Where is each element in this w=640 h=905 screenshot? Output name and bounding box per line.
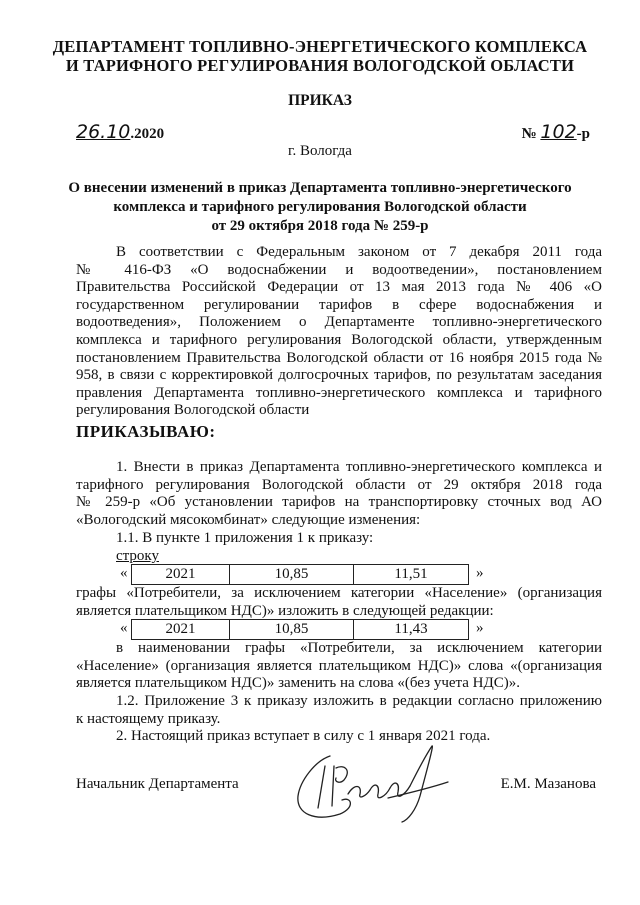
- table-cell-value2: 11,51: [354, 565, 469, 585]
- document-date: [76, 121, 164, 143]
- preamble-line: № 416-ФЗ «О водоснабжении и водоотведении», постановлением: [76, 261, 602, 278]
- number-suffix: -р: [576, 126, 590, 142]
- rename-text: [76, 640, 602, 693]
- old-row-table: [131, 564, 469, 585]
- open-quote: «: [120, 620, 128, 636]
- rename-text-line: в наименовании графы «Потребители, за исключением категории: [116, 640, 602, 656]
- item-1-1: 1.1. В пункте 1 приложения 1 к приказу:: [116, 530, 374, 546]
- signatory-name: Е.М. Мазанова: [500, 776, 596, 792]
- document-type: ПРИКАЗ: [288, 92, 352, 109]
- new-row-table: [131, 619, 469, 640]
- table-cell-year: 2021: [132, 565, 230, 585]
- item-2: 2. Настоящий приказ вступает в силу с 1 января 2021 года.: [116, 728, 491, 744]
- signatory-title: Начальник Департамента: [76, 776, 239, 792]
- rename-text-line: «Население» (организация является плательщиком НДС)» слова «(организация: [76, 657, 602, 674]
- item-1-line: 1. Внести в приказ Департамента топливно-энергетического комплекса и: [116, 459, 602, 475]
- handwritten-signature-icon: [270, 736, 460, 826]
- preamble-line: регулирования Вологодской области: [76, 402, 310, 419]
- department-name: [40, 37, 600, 75]
- date-year: .2020: [130, 126, 165, 142]
- replace-text: [76, 585, 602, 620]
- document-number: [522, 121, 590, 143]
- order-word: ПРИКАЗЫВАЮ:: [76, 422, 216, 441]
- close-quote: »: [476, 565, 484, 581]
- replace-text-line: графы «Потребители, за исключением категории «Население» (организация: [76, 585, 602, 601]
- department-name-line2: И ТАРИФНОГО РЕГУЛИРОВАНИЯ ВОЛОГОДСКОЙ ОБЛАСТИ: [65, 56, 575, 75]
- table-row: [132, 565, 469, 585]
- item-1-2: [76, 693, 602, 728]
- rename-text-line: является плательщиком НДС)» заменить на слова «(без учета НДС)».: [76, 675, 520, 692]
- item-1-2-line: к настоящему приказу.: [76, 710, 221, 727]
- preamble: [76, 244, 602, 420]
- table-row: [132, 620, 469, 640]
- replace-text-line: является плательщиком НДС)» изложить в следующей редакции:: [76, 602, 494, 619]
- preamble-line: В соответствии с Федеральным законом от 7 декабря 2011 года: [116, 244, 602, 260]
- preamble-line: постановлением Правительства Вологодской области от 16 ноября 2015 года №: [76, 349, 602, 366]
- date-handwritten: 26.10: [76, 121, 131, 143]
- preamble-line: комплекса и тарифного регулирования Вологодской области, утвержденным: [76, 331, 602, 348]
- number-prefix: №: [521, 126, 537, 142]
- item-1-line: тарифного регулирования Вологодской области от 29 октября 2018 года: [76, 476, 602, 493]
- subject-line3: от 29 октября 2018 года № 259-р: [211, 218, 429, 234]
- preamble-line: водоотведения», Положением о Департаменте топливно-энергетического: [76, 314, 602, 331]
- department-name-line1: ДЕПАРТАМЕНТ ТОПЛИВНО-ЭНЕРГЕТИЧЕСКОГО КОМПЛЕКСА: [52, 37, 588, 56]
- open-quote: «: [120, 565, 128, 581]
- subject-line1: О внесении изменений в приказ Департамента топливно-энергетического: [68, 180, 572, 196]
- preamble-line: государственном регулировании тарифов в сфере водоснабжения и: [76, 296, 602, 313]
- preamble-line: правления Департамента топливно-энергетического комплекса и тарифного: [76, 384, 602, 401]
- document-subject: [60, 179, 580, 236]
- item-1-line: № 259-р «Об установлении тарифов на транспортировку сточных вод АО: [76, 494, 602, 511]
- table-cell-value1: 10,85: [230, 565, 354, 585]
- preamble-line: Правительства Российской Федерации от 13 мая 2013 года № 406 «О: [76, 279, 602, 296]
- number-handwritten: 102: [540, 121, 577, 143]
- item-1: [76, 459, 602, 529]
- table-cell-year: 2021: [132, 620, 230, 640]
- table-cell-value2: 11,43: [354, 620, 469, 640]
- item-1-2-line: 1.2. Приложение 3 к приказу изложить в редакции согласно приложению: [116, 693, 602, 709]
- city: г. Вологда: [288, 143, 352, 159]
- row-word: строку: [116, 548, 159, 564]
- subject-line2: комплекса и тарифного регулирования Вологодской области: [113, 199, 527, 215]
- table-cell-value1: 10,85: [230, 620, 354, 640]
- close-quote: »: [476, 620, 484, 636]
- preamble-line: 958, в связи с корректировкой долгосрочных тарифов, по результатам заседания: [76, 367, 602, 384]
- item-1-line: «Вологодский мясокомбинат» следующие изменения:: [76, 511, 421, 528]
